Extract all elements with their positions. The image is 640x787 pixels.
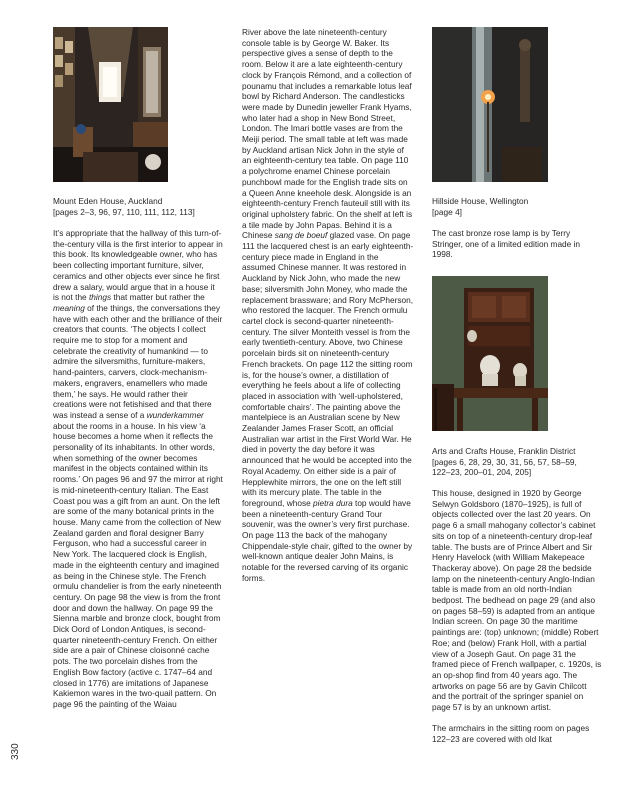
arts-and-crafts-paragraph-1: This house, designed in 1920 by George Selwyn Goldsboro (1870–1925), is full of objects collected over the last 20 years. On page 6 a small mahogany collector’s cabinet sits on top of a nineteenth-century drop-leaf table. The busts are of Prince Albert and Sir Henry Havelock (with William Makepeace Thackeray above). On page 28 the bedside lamp on the nineteenth-century Anglo-Indian table is made from an old north-Indian bedpost. The bedhead on page 29 (and also on pages 58–59) is adapted from an antique Indian screen. On page 30 the maritime paintings are: (top) unknown; (middle) Robert Roe; and (below) Frank Holl, with a partial view of a Joseph Gaut. On page 31 the framed piece of French wallpaper, c. 1920s, is an op-shop find from 40 years ago. The artworks on page 56 are by Gavin Chilcott and the portrait of the springer spaniel on page 57 is by an unknown artist.	[432, 488, 602, 713]
caption-page-refs: [pages 6, 28, 29, 30, 31, 56, 57, 58–59,	[432, 456, 577, 467]
mount-eden-hallway-photo	[53, 27, 168, 182]
mount-eden-paragraph: It’s appropriate that the hallway of this turn-of-the-century villa is the first interior to appear in this book. Its knowledgeable owner, who has been collecting important furniture, silver, ceramics and other objects ever since he first drew a salary, would argue that in a house it is not the things that matter but rather the meaning of the things, the conversations they have with each other and the brilliance of their creators that counts. ‘The objects I collect require me to stop for a moment and celebrate the creativity of humankind — to admire the silversmiths, furniture-makers, hand-painters, carvers, clock-mechanism-makers, engravers, enamellers who made them,’ he says. He would rather their creations were not fetishised and that there was instead a sense of a wunderkammer about the rooms in a house. In his view ‘a house becomes a home when it reflects the personality of its inhabitants. In other words, when something of the owner becomes manifest in the objects contained within its rooms.’ On pages 96 and 97 the mirror at right is mid-nineteenth-century Italian. The East Coast pou was a gift from an aunt. On the left are some of the many botanical prints in the house. Many came from the collection of New Zealand garden and floral designer Barry Ferguson, who had a successful career in New York. The lacquered clock is English, made in the eighteenth century and imagined as being in the Chinese style. The French ormulu chandelier is from the early nineteenth century. On page 98 the view is from the front door and down the hallway. On page 99 the Sienna marble and bronze clock, bought from Dick Oord of London Antiques, is second-quarter nineteenth-century French. On either side are a pair of Chinese cloisonné cache pots. The two porcelain dishes from the English Bow factory (active c. 1747–64 and closed in 1776) are imitations of Japanese Kakiemon wares in the two-quail pattern. On page 96 the painting of the Waiau	[53, 228, 223, 709]
caption-page-refs: [pages 2–3, 96, 97, 110, 111, 112, 113]	[53, 206, 195, 217]
hillside-text	[432, 228, 600, 271]
caption-title: Mount Eden House, Auckland	[53, 196, 163, 206]
column-1-text	[53, 228, 223, 720]
column-2-text	[242, 27, 414, 594]
hillside-caption	[432, 196, 592, 217]
mount-eden-caption	[53, 196, 218, 217]
arts-and-crafts-cabinet-photo	[432, 276, 548, 431]
caption-page-refs-continued: 122–23, 200–01, 204, 205]	[432, 467, 532, 478]
arts-and-crafts-paragraph-2: The armchairs in the sitting room on pages 122–23 are covered with old Ikat	[432, 723, 590, 745]
arts-and-crafts-caption	[432, 446, 602, 478]
caption-title: Hillside House, Wellington	[432, 196, 529, 206]
caption-page-refs: [page 4]	[432, 206, 462, 217]
mount-eden-paragraph-continued: River above the late nineteenth-century console table is by George W. Baker. Its perspective gives a sense of depth to the room. Below it are a late eighteenth-century clock by François Rémond, and a collection of pounamu that includes a remarkable lotus leaf bowl by Richard Anderson. The candlesticks were made by Dunedin jeweller Frank Hyams, who later had a shop in New Bond Street, London. The Imari bottle vases are from the Meiji period. The small table at left was made by Auckland artisan Nick John in the style of an eighteenth-century tea table. On page 110 a polychrome enamel Chinese porcelain punchbowl made for the English trade sits on a Queen Anne kneehole desk. Alongside is an eighteenth-century French fauteuil still with its original upholstery fabric. On the shelf at left is a tile made by John Papas. Behind it is a Chinese sang de boeuf glazed vase. On page 111 the lacquered chest is an early eighteenth-century piece made in England in the assumed Chinese manner. It was restored in Auckland by Nick John, who made the new base; silversmith John Money, who made the replacement brassware; and Rory McPherson, who restored the lacquer. The French ormulu cartel clock is second-quarter nineteenth-century. The silver Monteith vessel is from the early twentieth-century. Above, two Chinese porcelain birds sit on nineteenth-century French brackets. On page 112 the sitting room is, for the house’s owner, a distillation of everything he feels about a life of collecting placed in association with ‘well-upholstered, comfortable chairs’. The painting above the mantelpiece is an Australian scene by New Zealander James Fraser Scott, an official Australian war artist in the First World War. He died in poverty the day before it was announced that he would be accepted into the Royal Academy. On either side is a pair of Hepplewhite mirrors, the one on the left still with its mercury plate. The table in the foreground, whose pietra dura top would have been a nineteenth-century Grand Tour souvenir, was the owner’s very first purchase. On page 113 the back of the mahogany Chippendale-style chair, gifted to the owner by well-known antique dealer John Mains, is notable for the reversed carving of its organic forms.	[242, 27, 414, 583]
hillside-paragraph: The cast bronze rose lamp is by Terry Stringer, one of a limited edition made in 1998.	[432, 228, 581, 260]
caption-title: Arts and Crafts House, Franklin District	[432, 446, 576, 456]
page-number: 330	[10, 743, 21, 760]
hillside-lamp-photo	[432, 27, 548, 182]
arts-and-crafts-text	[432, 488, 602, 756]
